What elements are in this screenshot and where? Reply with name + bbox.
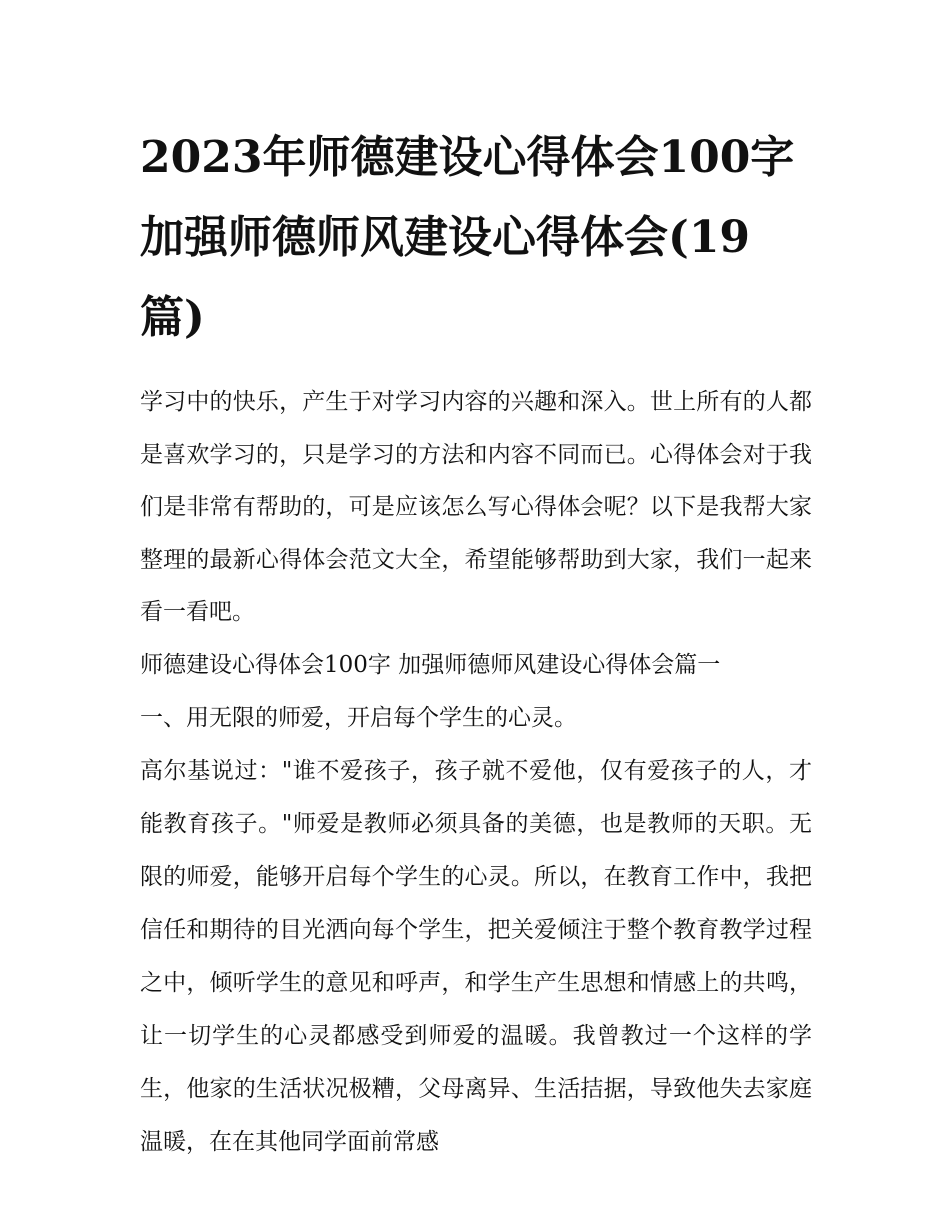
section-heading: 师德建设心得体会100字 加强师德师风建设心得体会篇一 [140, 651, 721, 678]
document-title: 2023年师德建设心得体会100字 加强师德师风建设心得体会(19篇) [140, 132, 795, 343]
intro-paragraph: 学习中的快乐，产生于对学习内容的兴趣和深入。世上所有的人都是喜欢学习的，只是学习的方法和内容不同而已。心得体会对于我们是非常有帮助的，可是应该怎么写心得体会呢？以下是我帮大家整理的最新心得体会范文大全，希望能够帮助到大家，我们一起来看一看吧。 [140, 389, 812, 625]
body-paragraph: 高尔基说过："谁不爱孩子，孩子就不爱他，仅有爱孩子的人，才能教育孩子。"师爱是教师必须具备的美德，也是教师的天职。无限的师爱，能够开启每个学生的心灵。所以，在教育工作中，我把信任和期待的目光洒向每个学生，把关爱倾注于整个教育教学过程之中，倾听学生的意见和呼声，和学生产生思想和情感上的共鸣，让一切学生的心灵都感受到师爱的温暖。我曾教过一个这样的学生，他家的生活状况极糟，父母离异、生活拮据，导致他失去家庭温暖，在在其他同学面前常感 [140, 757, 812, 1155]
document-page [140, 118, 812, 1169]
document-body [140, 376, 812, 1169]
subsection-heading: 一、用无限的师爱，开启每个学生的心灵。 [140, 704, 577, 731]
